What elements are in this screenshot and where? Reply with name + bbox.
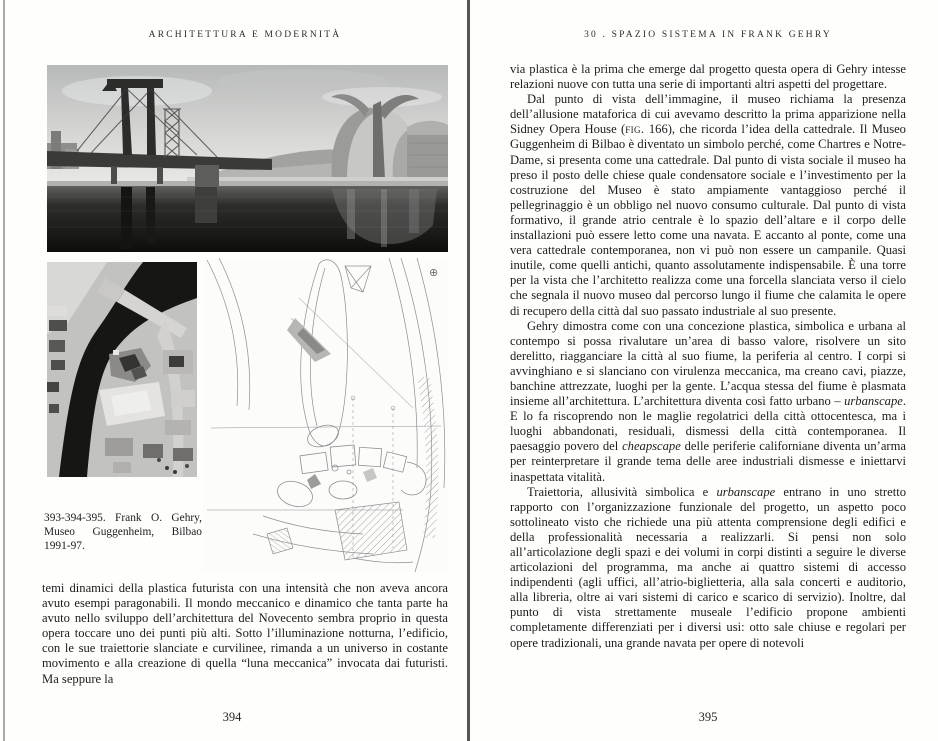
running-head-left: ARCHITETTURA E MODERNITÀ — [148, 30, 342, 40]
aerial-photo-illustration — [47, 262, 197, 477]
book-gutter — [467, 0, 470, 741]
right-page-text — [510, 62, 906, 714]
paragraph: Traiettoria, allusività simbolica e urbanscape entrano in uno stretto rapporto con l’organizzazione funzionale del progetto, un aspetto poco sottolineato visto che richiede una più attenta comprensione degli edifici e della professionalità necessaria a realizzarli. Si pensi non solo all’articolazione degli spazi e dei volumi in corpi distinti a seguire le diverse articolazioni del programma, ma anche ai quattro sistemi di accesso indipendenti (agli uffici, all’atrio-biglietteria, alla sala concerti e auditorio, alla libreria, oltre ai vari sistemi di carico e scarico di servizio). Inoltre, dal punto di vista strettamente museale l’edificio propone ambienti completamente differenziati per i diversi usi: otto sale chiuse e regolari per opere tradizionali, una grande navata per opere di notevoli — [510, 484, 906, 650]
paragraph: temi dinamici della plastica futurista con una intensità che non aveva ancora avuto esempi paragonabili. Il mondo meccanico e dinamico che tanta parte ha avuto nello sviluppo dell’architettura del Novecento sembra proprio in questa opera toccare uno dei punti più alti. Sotto l’illuminazione notturna, l’edificio, con le sue traiettorie slanciate e curvilinee, rimanda a un universo in costante movimento e alla creazione di quella “luna meccanica” invocata dai futuristi. Ma seppure la — [42, 581, 448, 686]
page-left-edge — [3, 0, 5, 741]
north-compass-icon: ⊕ — [429, 267, 439, 279]
paragraph: Gehry dimostra come con una concezione plastica, simbolica e urbana al contempo si possa rivalutare un’area di basso valore, risolvere un sito derelitto, riagganciare la città al suo fiume, la periferia al centro. I corpi si avvinghiano e si slanciano con virulenza meccanica, ma creano cavi, piazze, banchine attrezzate, luoghi per la gente. L’acqua stessa del fiume è plasmata insieme all’architettura. L’architettura diventa così fatto urbano – urbanscape. E lo fa riscoprendo non le maglie regolatrici della città ottocentesca, ma i luoghi abbandonati, residuali, dismessi della città contemporanea. Il paesaggio povero del cheapscape delle periferie californiane diventa un’arma per reinterpretare il grande tema delle aree industriali dismesse e iniettarvi inaspettata vitalità. — [510, 318, 906, 484]
guggenheim-photo-illustration — [47, 65, 448, 252]
guggenheim-photo — [47, 65, 448, 252]
left-page-text — [42, 581, 448, 709]
running-head-right: 30 . SPAZIO SISTEMA IN FRANK GEHRY — [584, 30, 832, 40]
page-number-right: 395 — [698, 710, 718, 724]
paragraph: via plastica è la prima che emerge dal progetto questa opera di Gehry intesse relazioni nuove con tutta una serie di importanti altri aspetti del progettare. — [510, 62, 906, 92]
site-plan-drawing — [203, 258, 448, 572]
page-number-left: 394 — [222, 710, 242, 724]
paragraph: Dal punto di vista dell’immagine, il museo richiama la presenza dell’allusione mataforica di cui avevamo descritto la prima apparizione nella Sidney Opera House (fig. 166), che ricorda l’idea della cattedrale. Il Museo Guggenheim di Bilbao è diventato un simbolo perché, come Chartres e Notre-Dame, si presenta come una cattedrale. Dal punto di vista sociale il museo ha preso il posto delle chiese quale condensatore sociale e l’investimento per la costruzione del Museo è stato ampiamente vantaggioso perché il pellegrinaggio è un obbligo nel nuovo consumo culturale. Dal punto di vista formativo, il grande atrio centrale è lo spazio dell’altare e il corpo delle installazioni può essere letto come una navata. E accanto al ponte, come una vera cattedrale contemporanea, non vi può non essere un campanile. Quasi inutile, come quelli antichi, quanto assolutamente indispensabile. È una torre per la vista che l’architetto realizza come una forcella slanciata verso il cielo che segnala il nuovo museo dal percorso lungo il fiume che calamita le opere di recupero della città dal suo passato industriale al suo presente. — [510, 92, 906, 318]
figure-caption: 393-394-395. Frank O. Gehry, Museo Guggenheim, Bilbao 1991-97. — [44, 512, 202, 552]
aerial-photo — [47, 262, 197, 477]
site-plan-illustration — [203, 258, 448, 572]
